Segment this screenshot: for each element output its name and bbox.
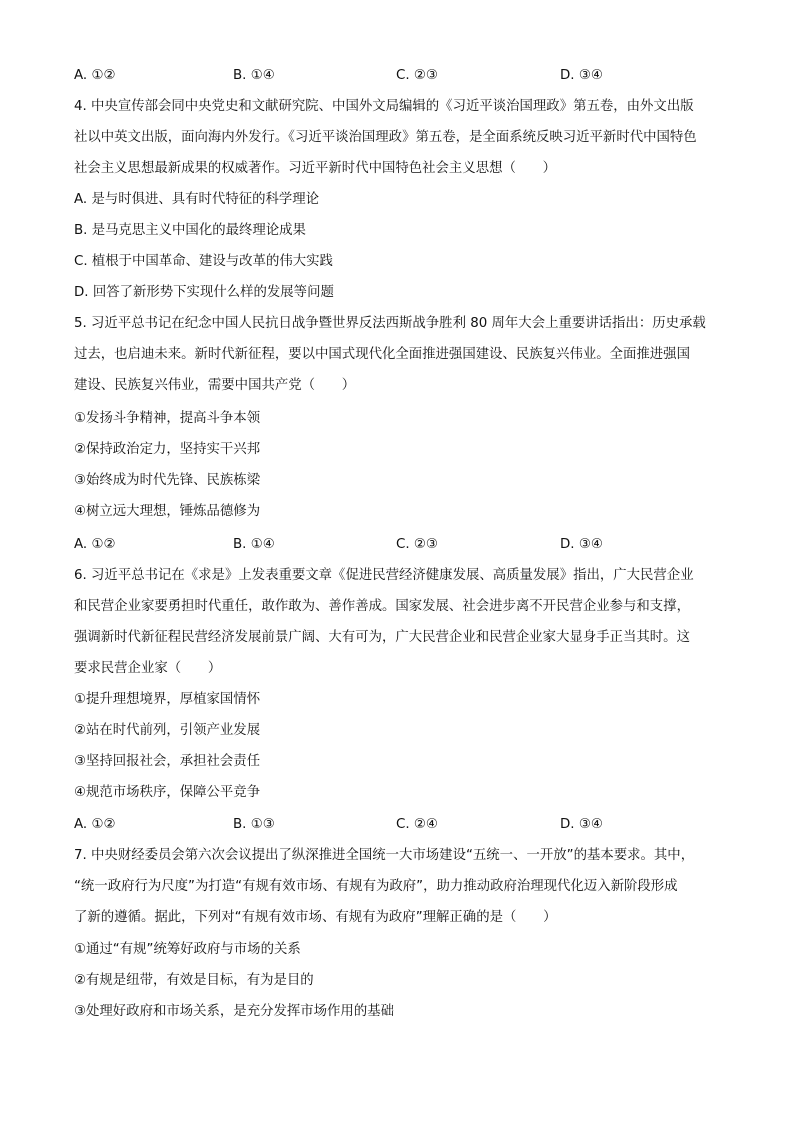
- q3-option-d[interactable]: D. ③④: [560, 68, 603, 83]
- q4-choice-d[interactable]: D. 回答了新形势下实现什么样的发展等问题: [74, 285, 334, 300]
- q4-stem-line-1: 4. 中央宣传部会同中央党史和文献研究院、中国外文局编辑的《习近平谈治国理政》第五卷，由外文出版: [74, 99, 694, 114]
- q5-option-b[interactable]: B. ①④: [233, 537, 275, 552]
- q7-item-2: ②有规是纽带，有效是目标，有为是目的: [74, 973, 314, 988]
- q7-stem-line-2: “统一政府行为尺度”为打造“有规有效市场、有规有为政府”，助力推动政府治理现代化迈入新阶段形成: [74, 879, 678, 894]
- q7-stem-line-3: 了新的遵循。据此，下列对“有规有效市场、有规有为政府”理解正确的是（ ）: [74, 910, 557, 925]
- q6-item-1: ①提升理想境界，厚植家国情怀: [74, 692, 261, 707]
- q4-choice-a[interactable]: A. 是与时俱进、具有时代特征的科学理论: [74, 192, 320, 207]
- q6-option-b[interactable]: B. ①③: [233, 817, 275, 832]
- q5-options: [74, 535, 734, 555]
- q3-option-a[interactable]: A. ①②: [74, 68, 116, 83]
- q4-choice-b[interactable]: B. 是马克思主义中国化的最终理论成果: [74, 223, 306, 238]
- q3-option-b[interactable]: B. ①④: [233, 68, 275, 83]
- q6-item-2: ②站在时代前列，引领产业发展: [74, 723, 261, 738]
- q6-options: [74, 815, 734, 835]
- q5-stem-line-2: 过去，也启迪未来。新时代新征程，要以中国式现代化全面推进强国建设、民族复兴伟业。全面推进强国: [74, 347, 690, 362]
- q5-option-a[interactable]: A. ①②: [74, 537, 116, 552]
- q7-stem-line-1: 7. 中央财经委员会第六次会议提出了纵深推进全国统一大市场建设“五统一、一开放”的基本要求。其中，: [74, 848, 695, 863]
- q3-options: [74, 66, 734, 86]
- q7-item-3: ③处理好政府和市场关系，是充分发挥市场作用的基础: [74, 1004, 394, 1019]
- q6-stem-line-2: 和民营企业家要勇担时代重任，敢作敢为、善作善成。国家发展、社会进步离不开民营企业参与和支撑，: [74, 599, 690, 614]
- q5-item-1: ①发扬斗争精神，提高斗争本领: [74, 411, 261, 426]
- q6-option-d[interactable]: D. ③④: [560, 817, 603, 832]
- q5-item-4: ④树立远大理想，锤炼品德修为: [74, 504, 261, 519]
- q4-choice-c[interactable]: C. 植根于中国革命、建设与改革的伟大实践: [74, 254, 333, 269]
- q6-option-c[interactable]: C. ②④: [396, 817, 438, 832]
- q6-item-4: ④规范市场秩序，保障公平竞争: [74, 785, 261, 800]
- q5-stem-line-3: 建设、民族复兴伟业，需要中国共产党（ ）: [74, 378, 356, 393]
- q5-option-d[interactable]: D. ③④: [560, 537, 603, 552]
- q5-item-3: ③始终成为时代先锋、民族栋梁: [74, 473, 261, 488]
- q4-stem-line-2: 社以中英文出版，面向海内外发行。《习近平谈治国理政》第五卷，是全面系统反映习近平新时代中国特色: [74, 130, 697, 145]
- q7-item-1: ①通过“有规”统筹好政府与市场的关系: [74, 942, 301, 957]
- q6-stem-line-4: 要求民营企业家（ ）: [74, 661, 222, 676]
- q3-option-c[interactable]: C. ②③: [396, 68, 438, 83]
- q5-stem-line-1: 5. 习近平总书记在纪念中国人民抗日战争暨世界反法西斯战争胜利 80 周年大会上重要讲话指出：历史承载: [74, 316, 706, 331]
- q6-option-a[interactable]: A. ①②: [74, 817, 116, 832]
- q6-stem-line-1: 6. 习近平总书记在《求是》上发表重要文章《促进民营经济健康发展、高质量发展》指出，广大民营企业: [74, 568, 694, 583]
- q5-option-c[interactable]: C. ②③: [396, 537, 438, 552]
- q6-stem-line-3: 强调新时代新征程民营经济发展前景广阔、大有可为，广大民营企业和民营企业家大显身手正当其时。这: [74, 630, 690, 645]
- q4-stem-line-3: 社会主义思想最新成果的权威著作。习近平新时代中国特色社会主义思想（ ）: [74, 161, 557, 176]
- q6-item-3: ③坚持回报社会，承担社会责任: [74, 754, 261, 769]
- q5-item-2: ②保持政治定力，坚持实干兴邦: [74, 442, 261, 457]
